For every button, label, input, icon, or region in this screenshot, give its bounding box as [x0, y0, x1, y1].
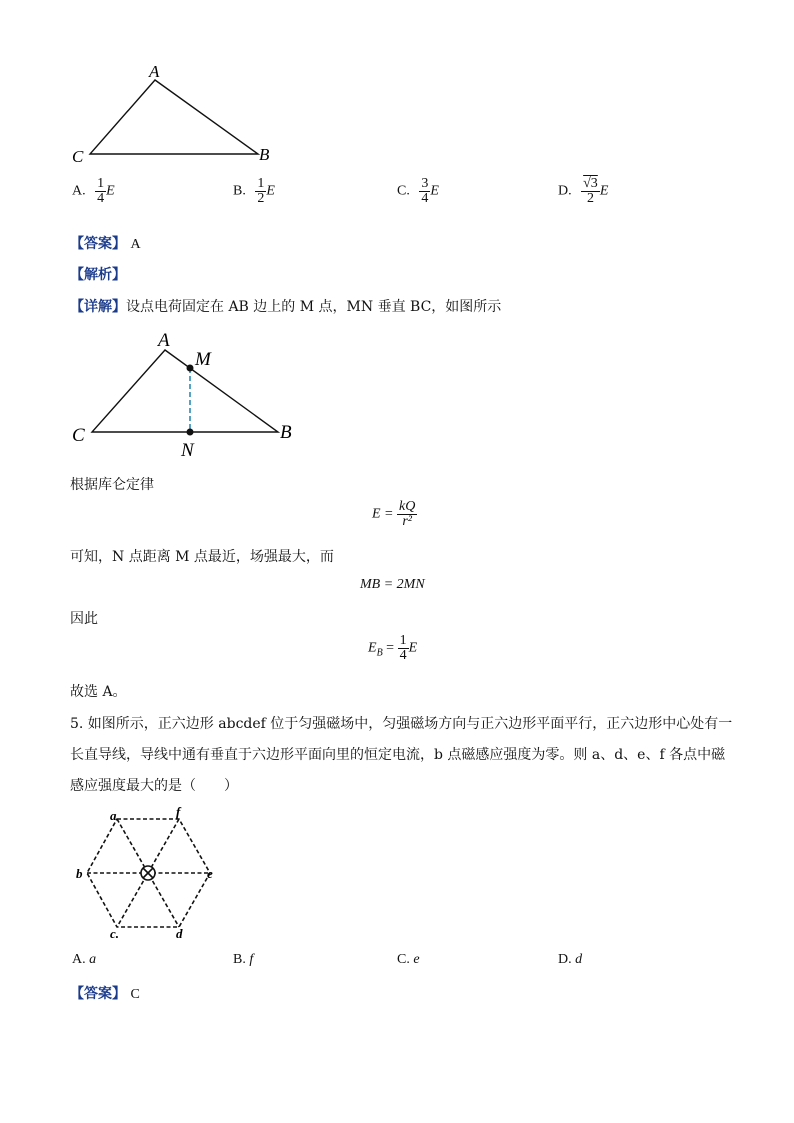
therefore-text: 因此	[70, 611, 98, 627]
formula-eq: =	[382, 640, 398, 656]
q4-option-c[interactable]	[397, 177, 439, 206]
point-M	[187, 365, 194, 372]
answer-value: C	[130, 987, 140, 1002]
label-N: N	[181, 440, 194, 461]
triangle-figure	[60, 58, 290, 168]
label-M: M	[195, 349, 211, 370]
q5-option-a[interactable]	[72, 952, 96, 968]
option-value: f	[249, 952, 254, 967]
label-B: B	[280, 422, 292, 443]
option-suffix: E	[106, 183, 115, 199]
option-fraction: $\frac{√3}{2}$	[583, 176, 598, 206]
q4-option-d[interactable]	[558, 177, 608, 206]
current-into-page-icon	[141, 866, 155, 880]
option-suffix: E	[599, 183, 609, 199]
option-suffix: E	[430, 183, 439, 199]
formula-mb: MB = 2MN	[360, 577, 425, 592]
label-A: A	[149, 62, 160, 81]
q5-line-3: 感应强度最大的是（ ）	[70, 778, 238, 794]
option-letter: C.	[397, 183, 410, 199]
label-d: d	[176, 926, 183, 941]
answer-label: 【答案】	[70, 986, 126, 1002]
formula-sub: B	[376, 647, 383, 659]
answer-q5	[70, 983, 140, 1003]
label-C: C	[72, 425, 85, 446]
option-letter: C.	[397, 952, 410, 967]
triangle-shape	[90, 80, 258, 154]
detail-label: 【详解】	[70, 299, 126, 315]
analysis-label: 【解析】	[70, 267, 126, 283]
formula-fraction: $\frac{kQ}{\text{r²}}$	[399, 499, 416, 529]
point-N	[187, 429, 194, 436]
label-b: b	[76, 866, 83, 881]
q5-line-1: 5. 如图所示，正六边形 abcdef 位于匀强磁场中，匀强磁场方向与正六边形平面平行，正六边形中心处有一	[70, 716, 733, 732]
formula-lhs: E =	[372, 506, 394, 522]
label-c: c.	[110, 926, 120, 941]
label-C: C	[72, 147, 84, 166]
q4-option-a[interactable]	[72, 177, 115, 206]
formula-suffix: E	[408, 640, 418, 656]
q5-option-c[interactable]	[397, 952, 420, 968]
label-B: B	[259, 145, 270, 164]
q4-option-b[interactable]	[233, 177, 275, 206]
option-letter: B.	[233, 952, 246, 967]
label-a: a	[110, 808, 117, 823]
option-value: a	[89, 952, 97, 967]
option-letter: D.	[558, 952, 572, 967]
formula-fraction: $\frac{1}{4}$	[399, 633, 407, 663]
choose-text: 故选 A。	[70, 684, 127, 700]
formula-lhs: E	[368, 640, 377, 656]
detail-line	[70, 296, 501, 316]
formula-eb	[368, 634, 417, 663]
hexagon-figure	[70, 806, 230, 946]
option-value: d	[575, 952, 583, 967]
label-f: f	[176, 806, 181, 819]
option-fraction: $\frac{1}{4}$	[97, 176, 105, 206]
known-text: 可知，N 点距离 M 点最近，场强最大，而	[70, 549, 334, 565]
q5-option-d[interactable]	[558, 952, 582, 968]
coulomb-text: 根据库仑定律	[70, 477, 154, 493]
option-fraction: $\frac{1}{2}$	[257, 176, 265, 206]
q5-option-b[interactable]	[233, 952, 253, 968]
detail-text: 设点电荷固定在 AB 边上的 M 点，MN 垂直 BC，如图所示	[126, 299, 502, 315]
label-A: A	[158, 330, 170, 351]
triangle-mn-figure	[60, 328, 330, 463]
label-e: e	[207, 866, 213, 881]
option-value: e	[413, 952, 420, 967]
answer-label: 【答案】	[70, 236, 126, 252]
triangle-shape	[92, 350, 278, 432]
answer-q4	[70, 233, 141, 253]
option-letter: A.	[72, 952, 86, 967]
formula-coulomb	[372, 500, 417, 529]
option-fraction: $\frac{3}{4}$	[421, 176, 429, 206]
option-letter: B.	[233, 183, 246, 199]
option-letter: D.	[558, 183, 572, 199]
option-letter: A.	[72, 183, 86, 199]
option-suffix: E	[266, 183, 275, 199]
answer-value: A	[130, 237, 141, 252]
q5-line-2: 长直导线，导线中通有垂直于六边形平面向里的恒定电流，b 点磁感应强度为零。则 a、d、e、f 各点中磁	[70, 747, 726, 763]
